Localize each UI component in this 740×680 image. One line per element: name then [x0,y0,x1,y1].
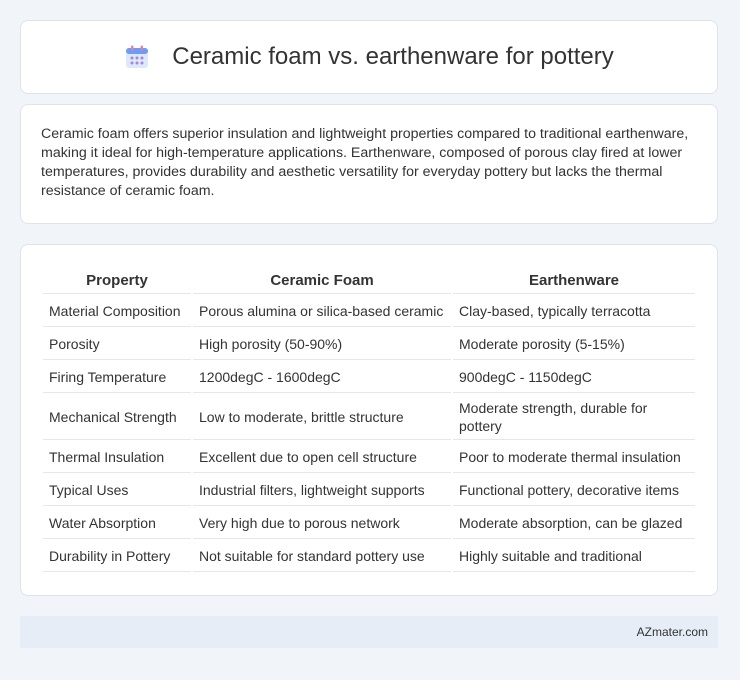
header-ceramic-foam: Ceramic Foam [193,267,451,294]
comparison-table [41,265,697,574]
page-title: Ceramic foam vs. earthenware for pottery [172,43,614,70]
table-row [43,296,695,327]
table-row [43,541,695,572]
cell-ceramic-foam: Industrial filters, lightweight supports [193,475,451,506]
cell-earthenware: Clay-based, typically terracotta [453,296,695,327]
cell-ceramic-foam: Excellent due to open cell structure [193,442,451,473]
cell-property: Firing Temperature [43,362,191,393]
cell-ceramic-foam: Low to moderate, brittle structure [193,395,451,440]
cell-earthenware: Functional pottery, decorative items [453,475,695,506]
table-row [43,508,695,539]
cell-earthenware: Moderate strength, durable for pottery [453,395,695,440]
cell-ceramic-foam: 1200degC - 1600degC [193,362,451,393]
cell-earthenware: Poor to moderate thermal insulation [453,442,695,473]
cell-earthenware: Moderate absorption, can be glazed [453,508,695,539]
cell-property: Durability in Pottery [43,541,191,572]
footer [20,616,718,648]
comparison-table-card [20,244,718,596]
cell-ceramic-foam: Porous alumina or silica-based ceramic [193,296,451,327]
cell-property: Material Composition [43,296,191,327]
cell-earthenware: 900degC - 1150degC [453,362,695,393]
table-row [43,329,695,360]
table-row [43,395,695,440]
cell-ceramic-foam: Very high due to porous network [193,508,451,539]
cell-property: Thermal Insulation [43,442,191,473]
cell-earthenware: Moderate porosity (5-15%) [453,329,695,360]
table-row [43,475,695,506]
table-header-row [43,267,695,294]
cell-ceramic-foam: High porosity (50-90%) [193,329,451,360]
calendar-icon [124,44,150,70]
table-row [43,362,695,393]
intro-paragraph: Ceramic foam offers superior insulation and lightweight properties compared to traditional earthenware, making it ideal for high-temperature applications. Earthenware, composed of porous clay fired at lower temperatures, provides durability and aesthetic versatility for everyday pottery but lacks the thermal resistance of ceramic foam. [41,126,689,199]
footer-site-link[interactable]: AZmater.com [636,625,708,639]
cell-property: Typical Uses [43,475,191,506]
cell-property: Water Absorption [43,508,191,539]
intro-card [20,104,718,224]
title-card [20,20,718,94]
cell-ceramic-foam: Not suitable for standard pottery use [193,541,451,572]
table-row [43,442,695,473]
cell-earthenware: Highly suitable and traditional [453,541,695,572]
cell-property: Mechanical Strength [43,395,191,440]
header-property: Property [43,267,191,294]
cell-property: Porosity [43,329,191,360]
header-earthenware: Earthenware [453,267,695,294]
